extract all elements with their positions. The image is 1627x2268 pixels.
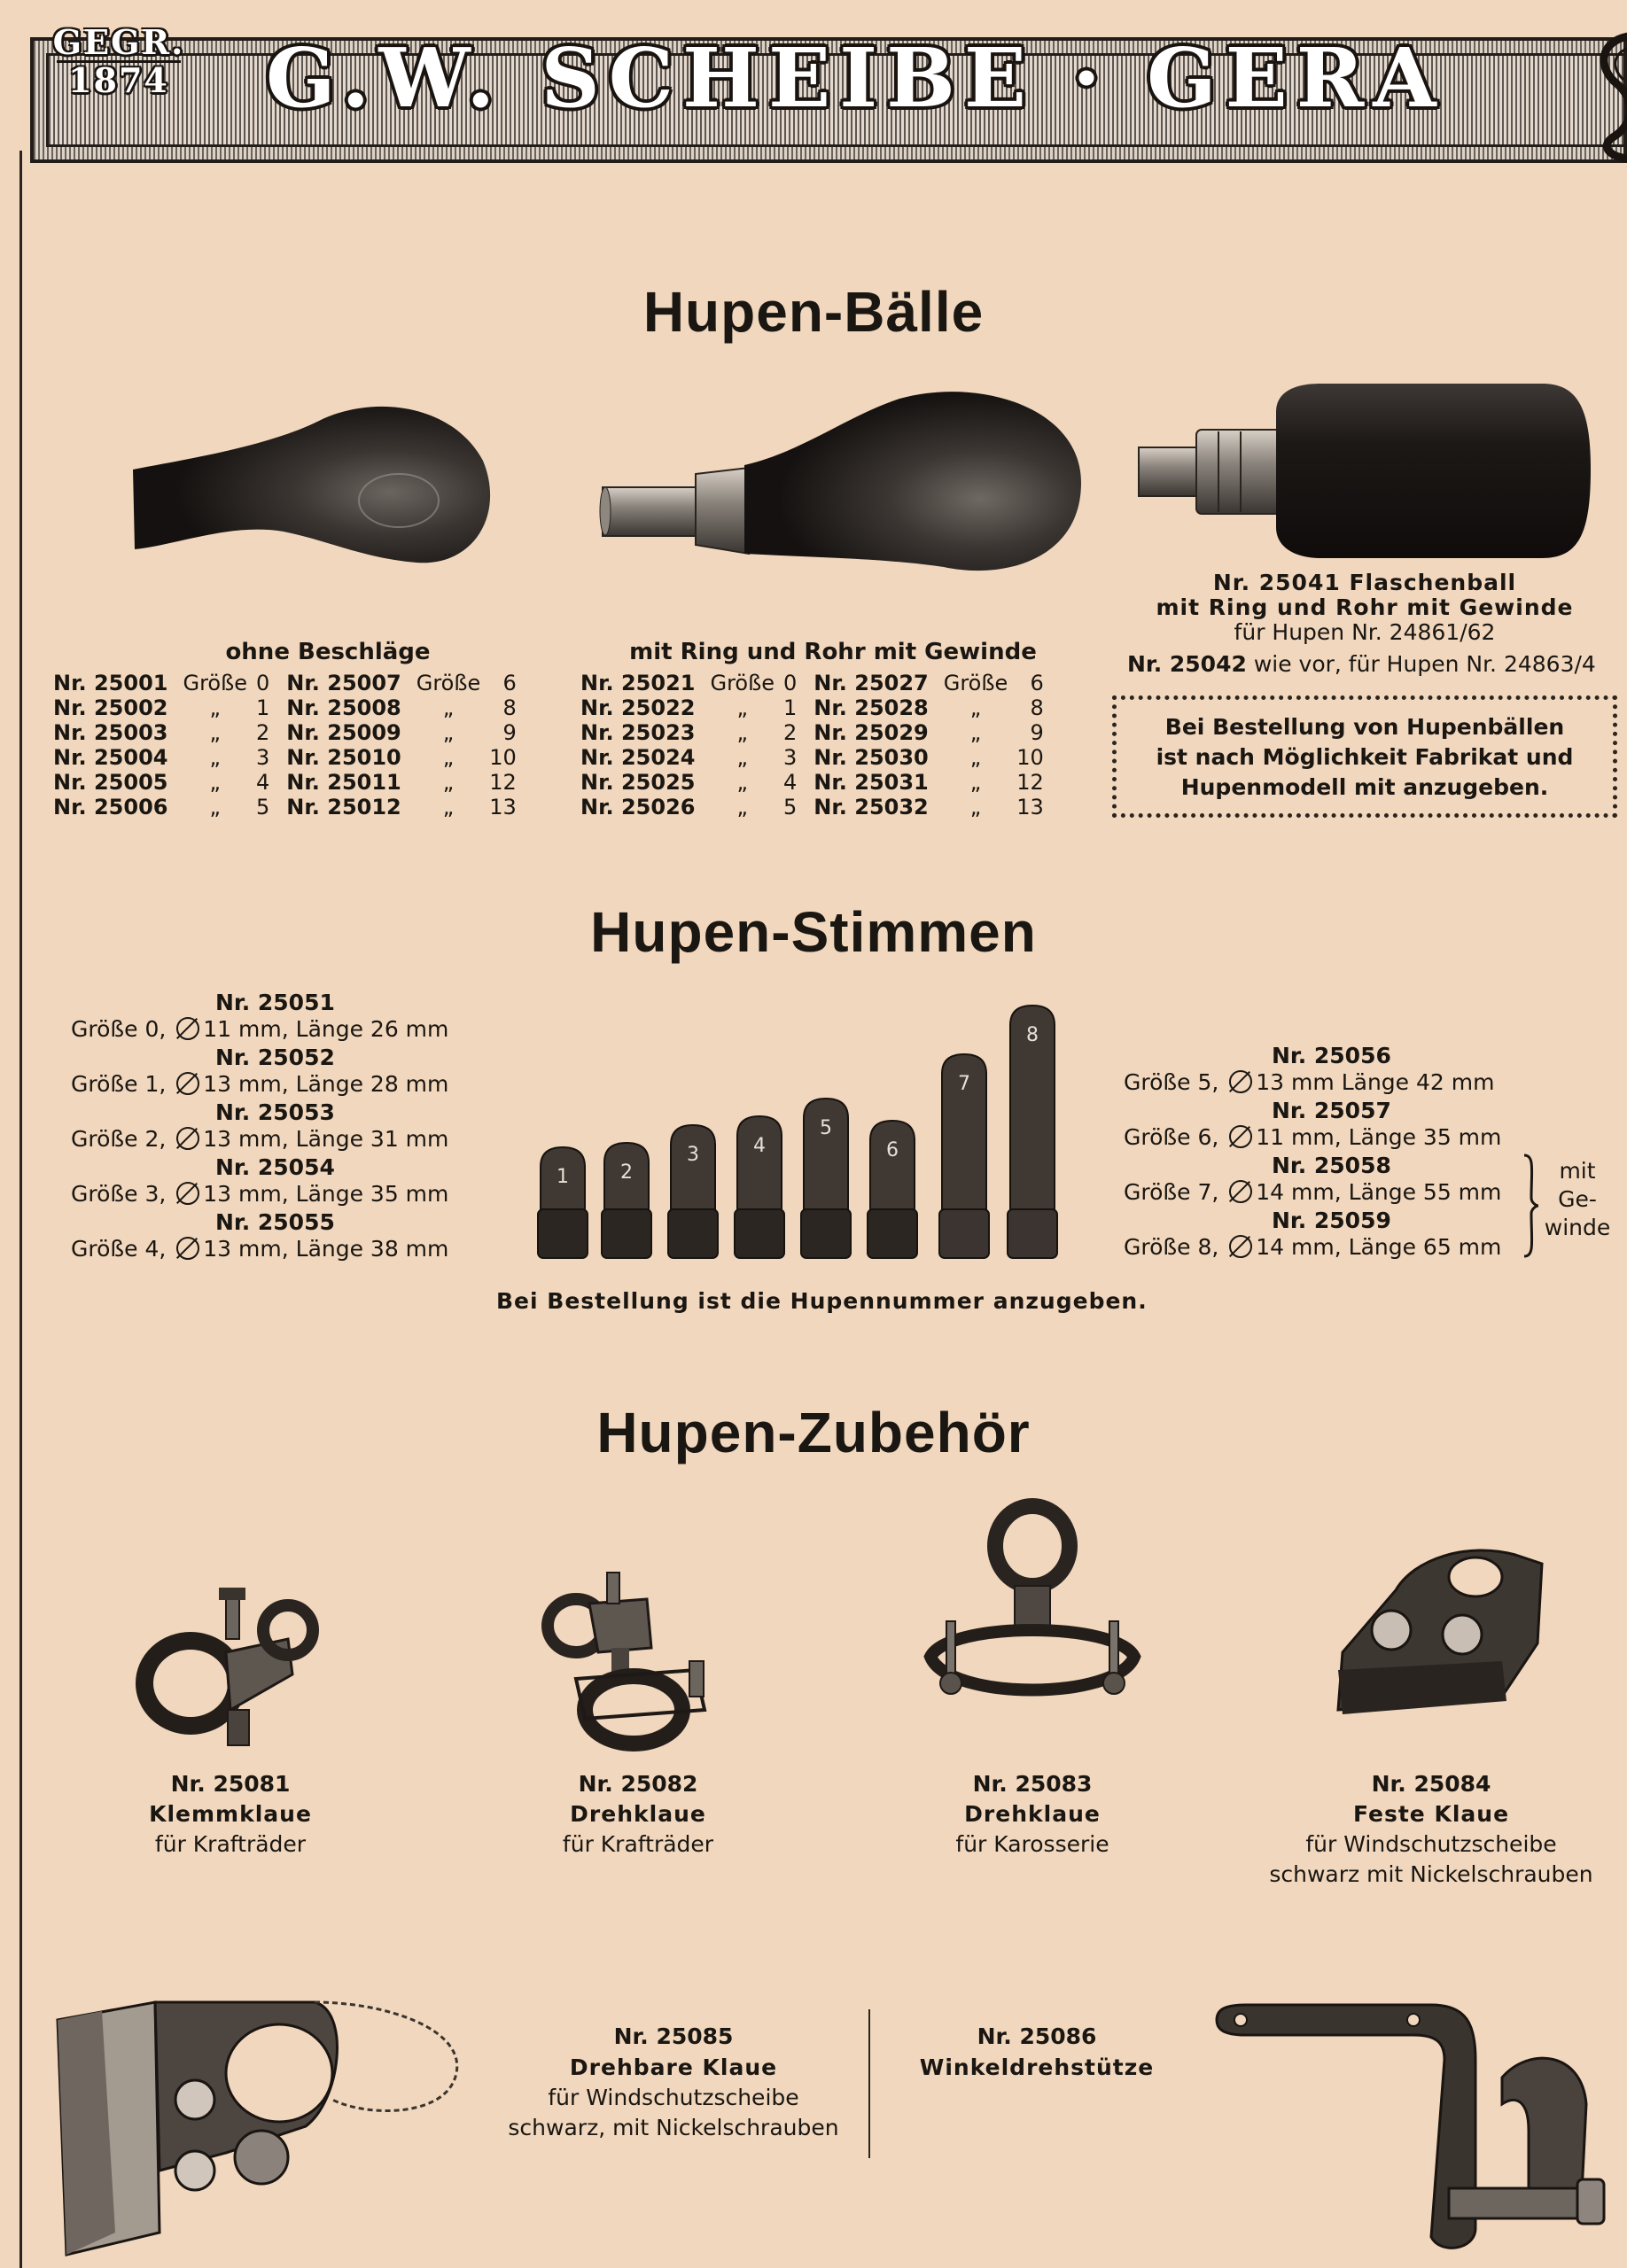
size-label: „: [736, 695, 748, 720]
notice-line1: Bei Bestellung von Hupenbällen: [1164, 714, 1565, 740]
firm-name: G.W. SCHEIBE · GERA: [266, 30, 1445, 126]
item-25082-name: Drehklaue: [570, 1801, 706, 1827]
rotating-claw-25085-image: [49, 1993, 474, 2259]
group1-table: [49, 671, 529, 819]
size-value: 0: [255, 671, 270, 695]
group1-heading: ohne Beschläge: [225, 639, 431, 665]
item-number: Nr. 25010: [286, 745, 401, 770]
section-title-voices: Hupen-Stimmen: [590, 900, 1037, 964]
size-label: Größe: [183, 671, 247, 695]
diameter-icon: [176, 1182, 199, 1205]
voice-spec: 11 mm, Länge 35 mm: [1256, 1124, 1502, 1150]
voice-spec-line: [71, 1017, 448, 1042]
item-number: Nr. 25005: [53, 770, 168, 795]
voice-spec: 11 mm, Länge 26 mm: [203, 1016, 449, 1042]
flask-line3: für Hupen Nr. 24861/62: [1234, 619, 1496, 645]
table-row: [49, 770, 529, 795]
voices-order-note: Bei Bestellung ist die Hupennummer anzugeben.: [496, 1288, 1148, 1314]
voice-spec: 14 mm, Länge 65 mm: [1256, 1234, 1502, 1260]
voice-size: Größe 3,: [71, 1181, 167, 1207]
size-value: 1: [782, 695, 798, 720]
item-number: Nr. 25011: [286, 770, 401, 795]
diameter-icon: [176, 1237, 199, 1260]
size-label: „: [736, 795, 748, 819]
item-number: Nr. 25029: [814, 720, 929, 745]
size-value: 8: [502, 695, 517, 720]
size-label: „: [736, 770, 748, 795]
voice-spec-line: [71, 1182, 448, 1207]
table-row: [576, 795, 1056, 819]
item-25086-nr: Nr. 25086: [977, 2023, 1097, 2049]
size-value: 9: [502, 720, 517, 745]
voice-size: Größe 4,: [71, 1236, 167, 1262]
table-row: [49, 745, 529, 770]
size-value: 13: [489, 795, 517, 819]
fixed-claw-25084-image: [1325, 1537, 1546, 1759]
item-number: Nr. 25004: [53, 745, 168, 770]
size-label: „: [969, 720, 982, 745]
size-label: „: [209, 720, 221, 745]
swivel-claw-25082-image: [541, 1564, 736, 1759]
reed-number: 2: [620, 1161, 633, 1184]
item-25085-name: Drehbare Klaue: [569, 2054, 778, 2080]
size-value: 6: [1030, 671, 1044, 695]
voice-size: Größe 8,: [1124, 1234, 1219, 1260]
diameter-icon: [176, 1017, 199, 1040]
item-number: Nr. 25031: [814, 770, 929, 795]
item-25083-desc: für Karosserie: [955, 1831, 1109, 1857]
size-label: Größe: [710, 671, 775, 695]
voice-spec: 14 mm, Länge 55 mm: [1256, 1179, 1502, 1205]
notice-line3: Hupenmodell mit anzugeben.: [1180, 774, 1549, 800]
item-25081-name: Klemmklaue: [149, 1801, 312, 1827]
voice-spec-line: [1124, 1235, 1501, 1260]
item-25083-nr: Nr. 25083: [972, 1771, 1093, 1797]
item-25081-nr: Nr. 25081: [170, 1771, 291, 1797]
reed-number: 3: [687, 1144, 699, 1166]
size-label: „: [442, 795, 455, 819]
size-label: „: [442, 695, 455, 720]
size-label: „: [969, 770, 982, 795]
voice-size: Größe 2,: [71, 1126, 167, 1152]
size-label: „: [209, 695, 221, 720]
reed-number: 5: [820, 1117, 832, 1139]
size-value: 4: [782, 770, 798, 795]
size-value: 12: [489, 770, 517, 795]
size-value: 3: [255, 745, 270, 770]
size-label: „: [442, 770, 455, 795]
size-value: 10: [489, 745, 517, 770]
size-value: 8: [1030, 695, 1044, 720]
size-value: 6: [502, 671, 517, 695]
reed-number: 7: [958, 1073, 970, 1095]
table-row: [49, 795, 529, 819]
item-number: Nr. 25006: [53, 795, 168, 819]
size-value: 4: [255, 770, 270, 795]
item-25084-name: Feste Klaue: [1352, 1801, 1510, 1827]
voice-spec: 13 mm, Länge 28 mm: [203, 1071, 449, 1097]
item-number: Nr. 25009: [286, 720, 401, 745]
table-row: [576, 745, 1056, 770]
size-label: „: [209, 795, 221, 819]
size-value: 3: [782, 745, 798, 770]
item-number: Nr. 25012: [286, 795, 401, 819]
size-label: „: [736, 720, 748, 745]
thread-note: mit Ge- winde: [1544, 1158, 1611, 1240]
size-value: 1: [255, 695, 270, 720]
item-number: Nr. 25023: [580, 720, 696, 745]
size-value: 0: [782, 671, 798, 695]
reed-number: 1: [557, 1166, 569, 1188]
item-number: Nr. 25026: [580, 795, 696, 819]
voice-spec: 13 mm, Länge 35 mm: [203, 1181, 449, 1207]
item-number: Nr. 25027: [814, 671, 929, 695]
horn-ball-ring-tube-image: [598, 381, 1094, 585]
voice-spec-line: [1124, 1180, 1501, 1205]
size-label: „: [209, 745, 221, 770]
item-number: Nr. 25007: [286, 671, 401, 695]
reed-number: 4: [753, 1135, 766, 1157]
voice-size: Größe 1,: [71, 1071, 167, 1097]
diameter-icon: [1229, 1070, 1252, 1093]
item-number: Nr. 25021: [580, 671, 696, 695]
item-25082-desc: für Krafträder: [562, 1831, 714, 1857]
table-row: [576, 695, 1056, 720]
voice-spec-line: [1124, 1070, 1494, 1095]
item-number: Nr. 25028: [814, 695, 929, 720]
diameter-icon: [176, 1127, 199, 1150]
voice-item-number: Nr. 25054: [215, 1154, 335, 1180]
swivel-claw-25083-image: [913, 1497, 1152, 1763]
table-row: [49, 671, 529, 695]
item-25085-desc: für Windschutzscheibe: [548, 2085, 799, 2110]
item-25082-nr: Nr. 25082: [578, 1771, 698, 1797]
reed-2: [602, 1143, 651, 1258]
size-value: 2: [782, 720, 798, 745]
size-label: „: [209, 770, 221, 795]
reeds-illustration: [523, 983, 1099, 1271]
table-row: [576, 671, 1056, 695]
order-notice-box: [1112, 695, 1617, 818]
voice-spec: 13 mm Länge 42 mm: [1256, 1069, 1495, 1095]
item-25085-nr: Nr. 25085: [613, 2023, 734, 2049]
reed-5: [801, 1099, 851, 1258]
section-title-accessories: Hupen-Zubehör: [596, 1401, 1031, 1464]
voice-size: Größe 0,: [71, 1016, 167, 1042]
reed-7: [939, 1054, 989, 1258]
diameter-icon: [176, 1072, 199, 1095]
item-number: Nr. 25003: [53, 720, 168, 745]
size-label: „: [442, 720, 455, 745]
table-row: [49, 695, 529, 720]
size-value: 2: [255, 720, 270, 745]
size-label: Größe: [416, 671, 481, 695]
table-row: [576, 770, 1056, 795]
voice-item-number: Nr. 25057: [1272, 1098, 1391, 1123]
reed-number: 6: [886, 1139, 899, 1161]
voice-item-number: Nr. 25051: [215, 990, 335, 1015]
size-label: „: [969, 695, 982, 720]
logo-ornament-icon: [1586, 27, 1627, 168]
item-number: Nr. 25025: [580, 770, 696, 795]
voice-size: Größe 5,: [1124, 1069, 1219, 1095]
size-label: Größe: [943, 671, 1008, 695]
item-25086-name: Winkeldrehstütze: [919, 2054, 1155, 2080]
voice-spec-line: [71, 1237, 448, 1262]
voice-item-number: Nr. 25056: [1272, 1043, 1391, 1068]
item-25081-desc: für Krafträder: [154, 1831, 307, 1857]
founded-mark: [48, 22, 190, 100]
item-25084-nr: Nr. 25084: [1371, 1771, 1491, 1797]
size-value: 9: [1030, 720, 1044, 745]
size-value: 13: [1016, 795, 1044, 819]
voice-item-number: Nr. 25059: [1272, 1208, 1391, 1233]
item-25084-desc: für Windschutzscheibe: [1305, 1831, 1557, 1857]
column-divider: [868, 2009, 870, 2158]
size-value: 10: [1016, 745, 1044, 770]
item-number: Nr. 25002: [53, 695, 168, 720]
flask-line4-nr: Nr. 25042: [1127, 651, 1247, 677]
voice-spec: 13 mm, Länge 38 mm: [203, 1236, 449, 1262]
voice-size: Größe 6,: [1124, 1124, 1219, 1150]
flask-ball-image: [1134, 377, 1595, 567]
item-25084-desc2: schwarz mit Nickelschrauben: [1269, 1861, 1593, 1887]
reed-3: [668, 1125, 718, 1258]
flask-line1: Nr. 25041 Flaschenball: [1212, 570, 1517, 595]
reed-8: [1008, 1006, 1057, 1258]
voice-spec: 13 mm, Länge 31 mm: [203, 1126, 449, 1152]
voice-item-number: Nr. 25052: [215, 1045, 335, 1070]
reed-6: [868, 1121, 917, 1258]
voice-spec-line: [71, 1072, 448, 1097]
item-number: Nr. 25030: [814, 745, 929, 770]
voice-item-number: Nr. 25053: [215, 1099, 335, 1125]
voice-item-number: Nr. 25058: [1272, 1153, 1391, 1178]
table-row: [49, 720, 529, 745]
reed-number: 8: [1026, 1024, 1039, 1046]
notice-line2: ist nach Möglichkeit Fabrikat und: [1156, 744, 1574, 770]
item-number: Nr. 25001: [53, 671, 168, 695]
angle-swivel-support-25086-image: [1210, 1998, 1617, 2264]
flask-line4: [1127, 652, 1623, 677]
size-label: „: [442, 745, 455, 770]
table-row: [576, 720, 1056, 745]
size-value: 5: [782, 795, 798, 819]
size-value: 12: [1016, 770, 1044, 795]
item-number: Nr. 25008: [286, 695, 401, 720]
size-value: 5: [255, 795, 270, 819]
item-25083-name: Drehklaue: [964, 1801, 1101, 1827]
founded-label: GEGR.: [52, 22, 185, 62]
voice-spec-line: [71, 1127, 448, 1152]
size-label: „: [969, 745, 982, 770]
item-25085-desc2: schwarz, mit Nickelschrauben: [508, 2115, 839, 2140]
horn-ball-plain-image: [124, 390, 496, 567]
voice-spec-line: [1124, 1125, 1501, 1150]
size-label: „: [969, 795, 982, 819]
left-margin-rule: [19, 151, 22, 2268]
founded-year: 1874: [68, 60, 169, 100]
diameter-icon: [1229, 1125, 1252, 1148]
flask-line2: mit Ring und Rohr mit Gewinde: [1156, 594, 1574, 620]
reed-4: [735, 1116, 784, 1258]
reed-1: [538, 1147, 588, 1258]
item-number: Nr. 25024: [580, 745, 696, 770]
clamp-claw-25081-image: [137, 1577, 323, 1759]
group2-table: [576, 671, 1056, 819]
voice-size: Größe 7,: [1124, 1179, 1219, 1205]
group2-heading: mit Ring und Rohr mit Gewinde: [629, 639, 1037, 665]
section-title-balls: Hupen-Bälle: [642, 280, 985, 344]
voice-item-number: Nr. 25055: [215, 1209, 335, 1235]
item-number: Nr. 25022: [580, 695, 696, 720]
diameter-icon: [1229, 1180, 1252, 1203]
flask-line4-rest: wie vor, für Hupen Nr. 24863/4: [1253, 651, 1596, 677]
diameter-icon: [1229, 1235, 1252, 1258]
size-label: „: [736, 745, 748, 770]
item-number: Nr. 25032: [814, 795, 929, 819]
